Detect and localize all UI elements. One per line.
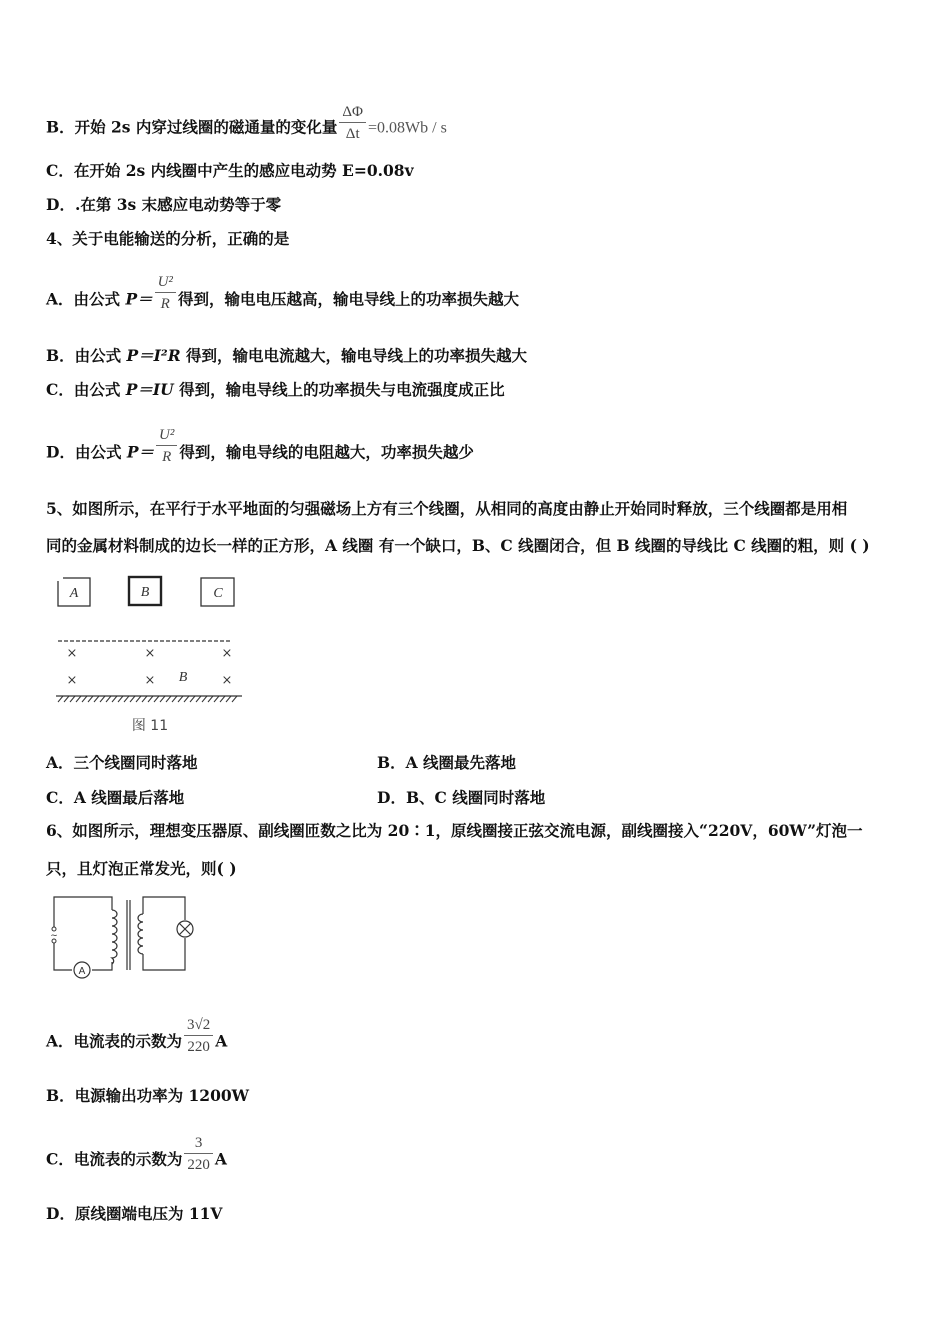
- primary-top-wire: [54, 897, 112, 929]
- q4-option-a-suffix: 得到，输电电压越高，输电导线上的功率损失越大: [177, 289, 519, 309]
- q4-option-d-suffix: 得到，输电导线的电阻越大，功率损失越少: [179, 442, 474, 462]
- q6-option-c: [46, 1135, 227, 1176]
- field-cross: ×: [144, 646, 156, 661]
- q4-d-fraction: [156, 425, 177, 468]
- q6-option-a: [46, 1017, 228, 1058]
- fraction-denominator: R: [160, 296, 170, 312]
- q4-option-a-formula: P＝: [125, 289, 153, 309]
- secondary-bottom-wire: [143, 938, 185, 970]
- secondary-coil: [138, 914, 143, 954]
- q4-option-c-prefix: C．由公式: [46, 380, 121, 399]
- q6-c-fraction: [184, 1133, 213, 1176]
- ac-source-symbol: ~: [50, 931, 58, 941]
- q6-stem-line1: 6、如图所示，理想变压器原、副线圈匝数之比为 20∶1，原线圈接正弦交流电源，副线圈接入“220V，60W”灯泡一: [46, 821, 863, 840]
- q4-option-a: [46, 274, 519, 315]
- q6-option-d: D．原线圈端电压为 11V: [46, 1204, 223, 1223]
- q4-option-b-formula: P＝I²R: [126, 346, 181, 365]
- q6-option-c-unit: A: [214, 1149, 227, 1169]
- fraction-denominator: 220: [187, 1157, 210, 1173]
- secondary-top-wire: [143, 897, 185, 920]
- flux-rate-value: =0.08Wb / s: [368, 119, 447, 137]
- ammeter-label: A: [78, 966, 86, 977]
- q4-option-c: [46, 380, 505, 400]
- q5-stem-line1: 5、如图所示，在平行于水平地面的匀强磁场上方有三个线圈，从相同的高度由静止开始同时释放，三个线圈都是用相: [46, 499, 848, 518]
- q5-figure-coils: [50, 570, 250, 735]
- q3-option-b: [46, 104, 447, 145]
- q4-option-b-suffix: 得到，输电电流越大，输电导线上的功率损失越大: [186, 346, 528, 365]
- q4-option-a-prefix: A．由公式: [46, 289, 121, 309]
- q4-option-d-formula: P＝: [126, 442, 155, 462]
- field-cross: ×: [221, 673, 233, 688]
- q6-option-a-prefix: A．电流表的示数为: [46, 1031, 183, 1051]
- q4-option-d-prefix: D．由公式: [46, 442, 122, 462]
- q4-option-b: [46, 346, 527, 366]
- primary-coil: [112, 910, 117, 964]
- fraction-denominator: 220: [187, 1039, 210, 1055]
- field-cross: ×: [221, 646, 233, 661]
- flux-rate-fraction: [339, 102, 366, 145]
- fraction-numerator: ΔΦ: [339, 102, 366, 123]
- q6-option-b: B．电源输出功率为 1200W: [46, 1086, 250, 1105]
- q3-option-d: D．.在第 3s 末感应电动势等于零: [46, 195, 282, 214]
- fraction-numerator: U²: [157, 274, 173, 290]
- fraction-numerator: 3: [184, 1133, 213, 1154]
- q6-transformer-circuit: [44, 892, 196, 982]
- q5-option-d: D．B、C 线圈同时落地: [377, 788, 546, 807]
- primary-bottom-wire-right: [92, 962, 112, 970]
- field-cross: ×: [66, 673, 78, 688]
- q5-option-c: C．A 线圈最后落地: [46, 788, 185, 807]
- q6-stem-line2: 只，且灯泡正常发光，则( ): [46, 859, 237, 878]
- q5-option-b: B．A 线圈最先落地: [377, 753, 517, 772]
- fraction-denominator: Δt: [345, 126, 360, 142]
- fraction-numerator: 3√2: [184, 1015, 213, 1036]
- q6-option-a-unit: A: [215, 1031, 228, 1051]
- ground-hatch: [58, 696, 237, 702]
- coil-c-label: C: [213, 586, 223, 601]
- q4-option-c-suffix: 得到，输电导线上的功率损失与电流强度成正比: [179, 380, 505, 399]
- primary-bottom-wire-left: [54, 939, 72, 970]
- q4-option-d: [46, 427, 474, 468]
- coil-a-gap: [57, 575, 63, 581]
- field-cross: ×: [66, 646, 78, 661]
- q5-stem-line2: 同的金属材料制成的边长一样的正方形，A 线圈 有一个缺口，B、C 线圈闭合，但 B 线圈的导线比 C 线圈的粗，则 ( ): [46, 536, 870, 555]
- coil-a-label: A: [69, 586, 79, 601]
- q4-stem: 4、关于电能输送的分析，正确的是: [46, 229, 290, 248]
- fraction-denominator: R: [162, 449, 172, 465]
- fraction-numerator: U²: [159, 427, 175, 443]
- q6-option-c-prefix: C．电流表的示数为: [46, 1149, 183, 1169]
- q3-option-c: C．在开始 2s 内线圈中产生的感应电动势 E=0.08v: [46, 161, 414, 180]
- q5-option-a: A．三个线圈同时落地: [46, 753, 198, 772]
- q4-option-c-formula: P＝IU: [125, 380, 174, 399]
- figure-caption: 图 11: [131, 718, 169, 734]
- field-cross: ×: [144, 673, 156, 688]
- q4-a-fraction: [155, 272, 176, 315]
- field-label: B: [178, 670, 188, 685]
- q4-option-b-prefix: B．由公式: [46, 346, 122, 365]
- q6-a-fraction: [184, 1015, 213, 1058]
- coil-b-label: B: [140, 585, 150, 600]
- q3-option-b-text: B．开始 2s 内穿过线圈的磁通量的变化量: [46, 117, 338, 137]
